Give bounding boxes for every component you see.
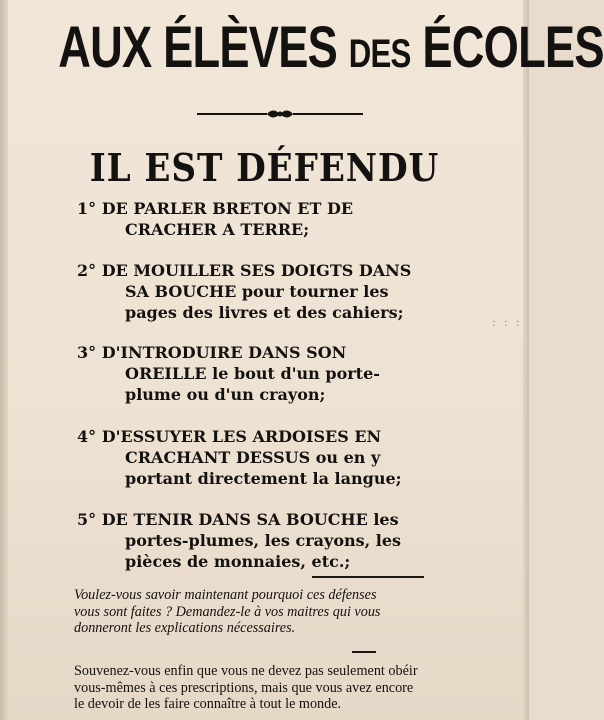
item-line: pièces de monnaies, etc.; bbox=[125, 552, 351, 571]
title-part-small: DES bbox=[348, 32, 411, 76]
title-part-2: ÉCOLES bbox=[410, 15, 604, 80]
item-number: 5° bbox=[77, 510, 102, 529]
item-line: pages des livres et des cahiers; bbox=[125, 303, 404, 322]
paragraph-line: Souvenez-vous enfin que vous ne devez pas seulement obéir bbox=[74, 663, 418, 679]
item-line: portant directement la langue; bbox=[125, 469, 402, 488]
item-line: SA BOUCHE pour tourner les bbox=[125, 282, 389, 301]
divider-rule-1 bbox=[312, 576, 424, 578]
item-line: DE PARLER BRETON ET DE bbox=[101, 199, 354, 218]
rule-item-3 bbox=[77, 342, 380, 405]
divider-rule-2 bbox=[352, 651, 376, 653]
paragraph-line: donneront les explications nécessaires. bbox=[74, 620, 296, 636]
item-line: OREILLE le bout d'un porte- bbox=[125, 364, 380, 383]
paragraph-line: le devoir de les faire connaître à tout le monde. bbox=[74, 696, 342, 712]
item-line: D'ESSUYER LES ARDOISES EN bbox=[101, 427, 382, 446]
item-line: portes-plumes, les crayons, les bbox=[125, 531, 402, 550]
reminder-paragraph bbox=[74, 663, 524, 713]
item-line: DE TENIR DANS SA BOUCHE les bbox=[101, 510, 399, 529]
rule-item-4 bbox=[77, 426, 402, 489]
paragraph-line: vous sont faites ? Demandez-le à vos maitres qui vous bbox=[74, 603, 381, 620]
title-part-1: AUX ÉLÈVES bbox=[58, 15, 349, 80]
item-number: 4° bbox=[77, 427, 102, 446]
item-line: plume ou d'un crayon; bbox=[125, 385, 326, 404]
item-number: 3° bbox=[77, 343, 102, 362]
item-number: 1° bbox=[77, 199, 102, 218]
item-number: 2° bbox=[77, 261, 102, 280]
paper-marks: : : : bbox=[492, 315, 522, 329]
item-line: D'INTRODUIRE DANS SON bbox=[101, 343, 347, 362]
rule-item-5 bbox=[77, 509, 401, 572]
rule-item-2 bbox=[77, 260, 411, 323]
item-line: CRACHER A TERRE; bbox=[125, 220, 310, 239]
rule-item-1 bbox=[77, 198, 353, 240]
paragraph-line: Voulez-vous savoir maintenant pourquoi ces défenses bbox=[74, 587, 377, 603]
ornament-divider-icon bbox=[195, 106, 365, 122]
question-paragraph bbox=[74, 587, 524, 637]
item-line: CRACHANT DESSUS ou en y bbox=[125, 448, 381, 467]
item-line: DE MOUILLER SES DOIGTS DANS bbox=[101, 261, 412, 280]
wall-edge-left bbox=[0, 0, 8, 720]
paragraph-line: vous-mêmes à ces prescriptions, mais que vous avez encore bbox=[74, 679, 414, 696]
poster-title bbox=[58, 8, 604, 94]
poster-heading: IL EST DÉFENDU bbox=[89, 145, 440, 190]
